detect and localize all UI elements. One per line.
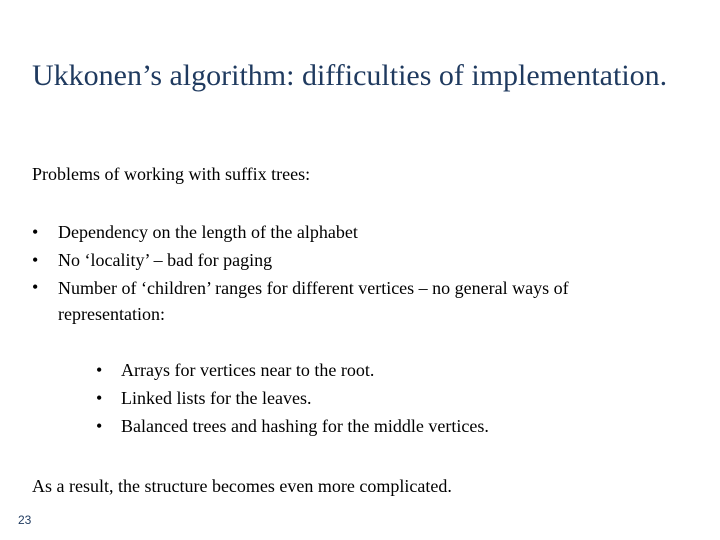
bullet-text: No ‘locality’ – bad for paging	[58, 250, 273, 270]
sub-bullet-text: Linked lists for the leaves.	[121, 388, 312, 408]
bullet-icon: •	[96, 360, 103, 380]
slide-title: Ukkonen’s algorithm: difficulties of implementation.	[32, 59, 668, 92]
conclusion-text: As a result, the structure becomes even more complicated.	[32, 476, 452, 496]
sub-bullet-item	[96, 384, 656, 412]
sub-bullet-list	[96, 356, 656, 440]
bullet-icon: •	[96, 388, 103, 408]
bullet-icon: •	[32, 277, 39, 297]
bullet-item	[32, 274, 672, 327]
bullet-icon: •	[96, 416, 103, 436]
bullet-item	[32, 218, 672, 246]
bullet-text: Dependency on the length of the alphabet	[58, 222, 358, 242]
bullet-icon: •	[32, 250, 39, 270]
bullet-item	[32, 246, 672, 274]
page-number: 23	[18, 513, 32, 527]
sub-bullet-text: Arrays for vertices near to the root.	[121, 360, 375, 380]
intro-text: Problems of working with suffix trees:	[32, 164, 311, 184]
sub-bullet-text: Balanced trees and hashing for the middle vertices.	[121, 416, 489, 436]
bullet-list	[32, 218, 672, 327]
bullet-icon: •	[32, 222, 39, 242]
sub-bullet-item	[96, 412, 656, 440]
sub-bullet-item	[96, 356, 656, 384]
bullet-text: Number of ‘children’ ranges for different vertices – no general ways of representation:	[58, 278, 569, 324]
